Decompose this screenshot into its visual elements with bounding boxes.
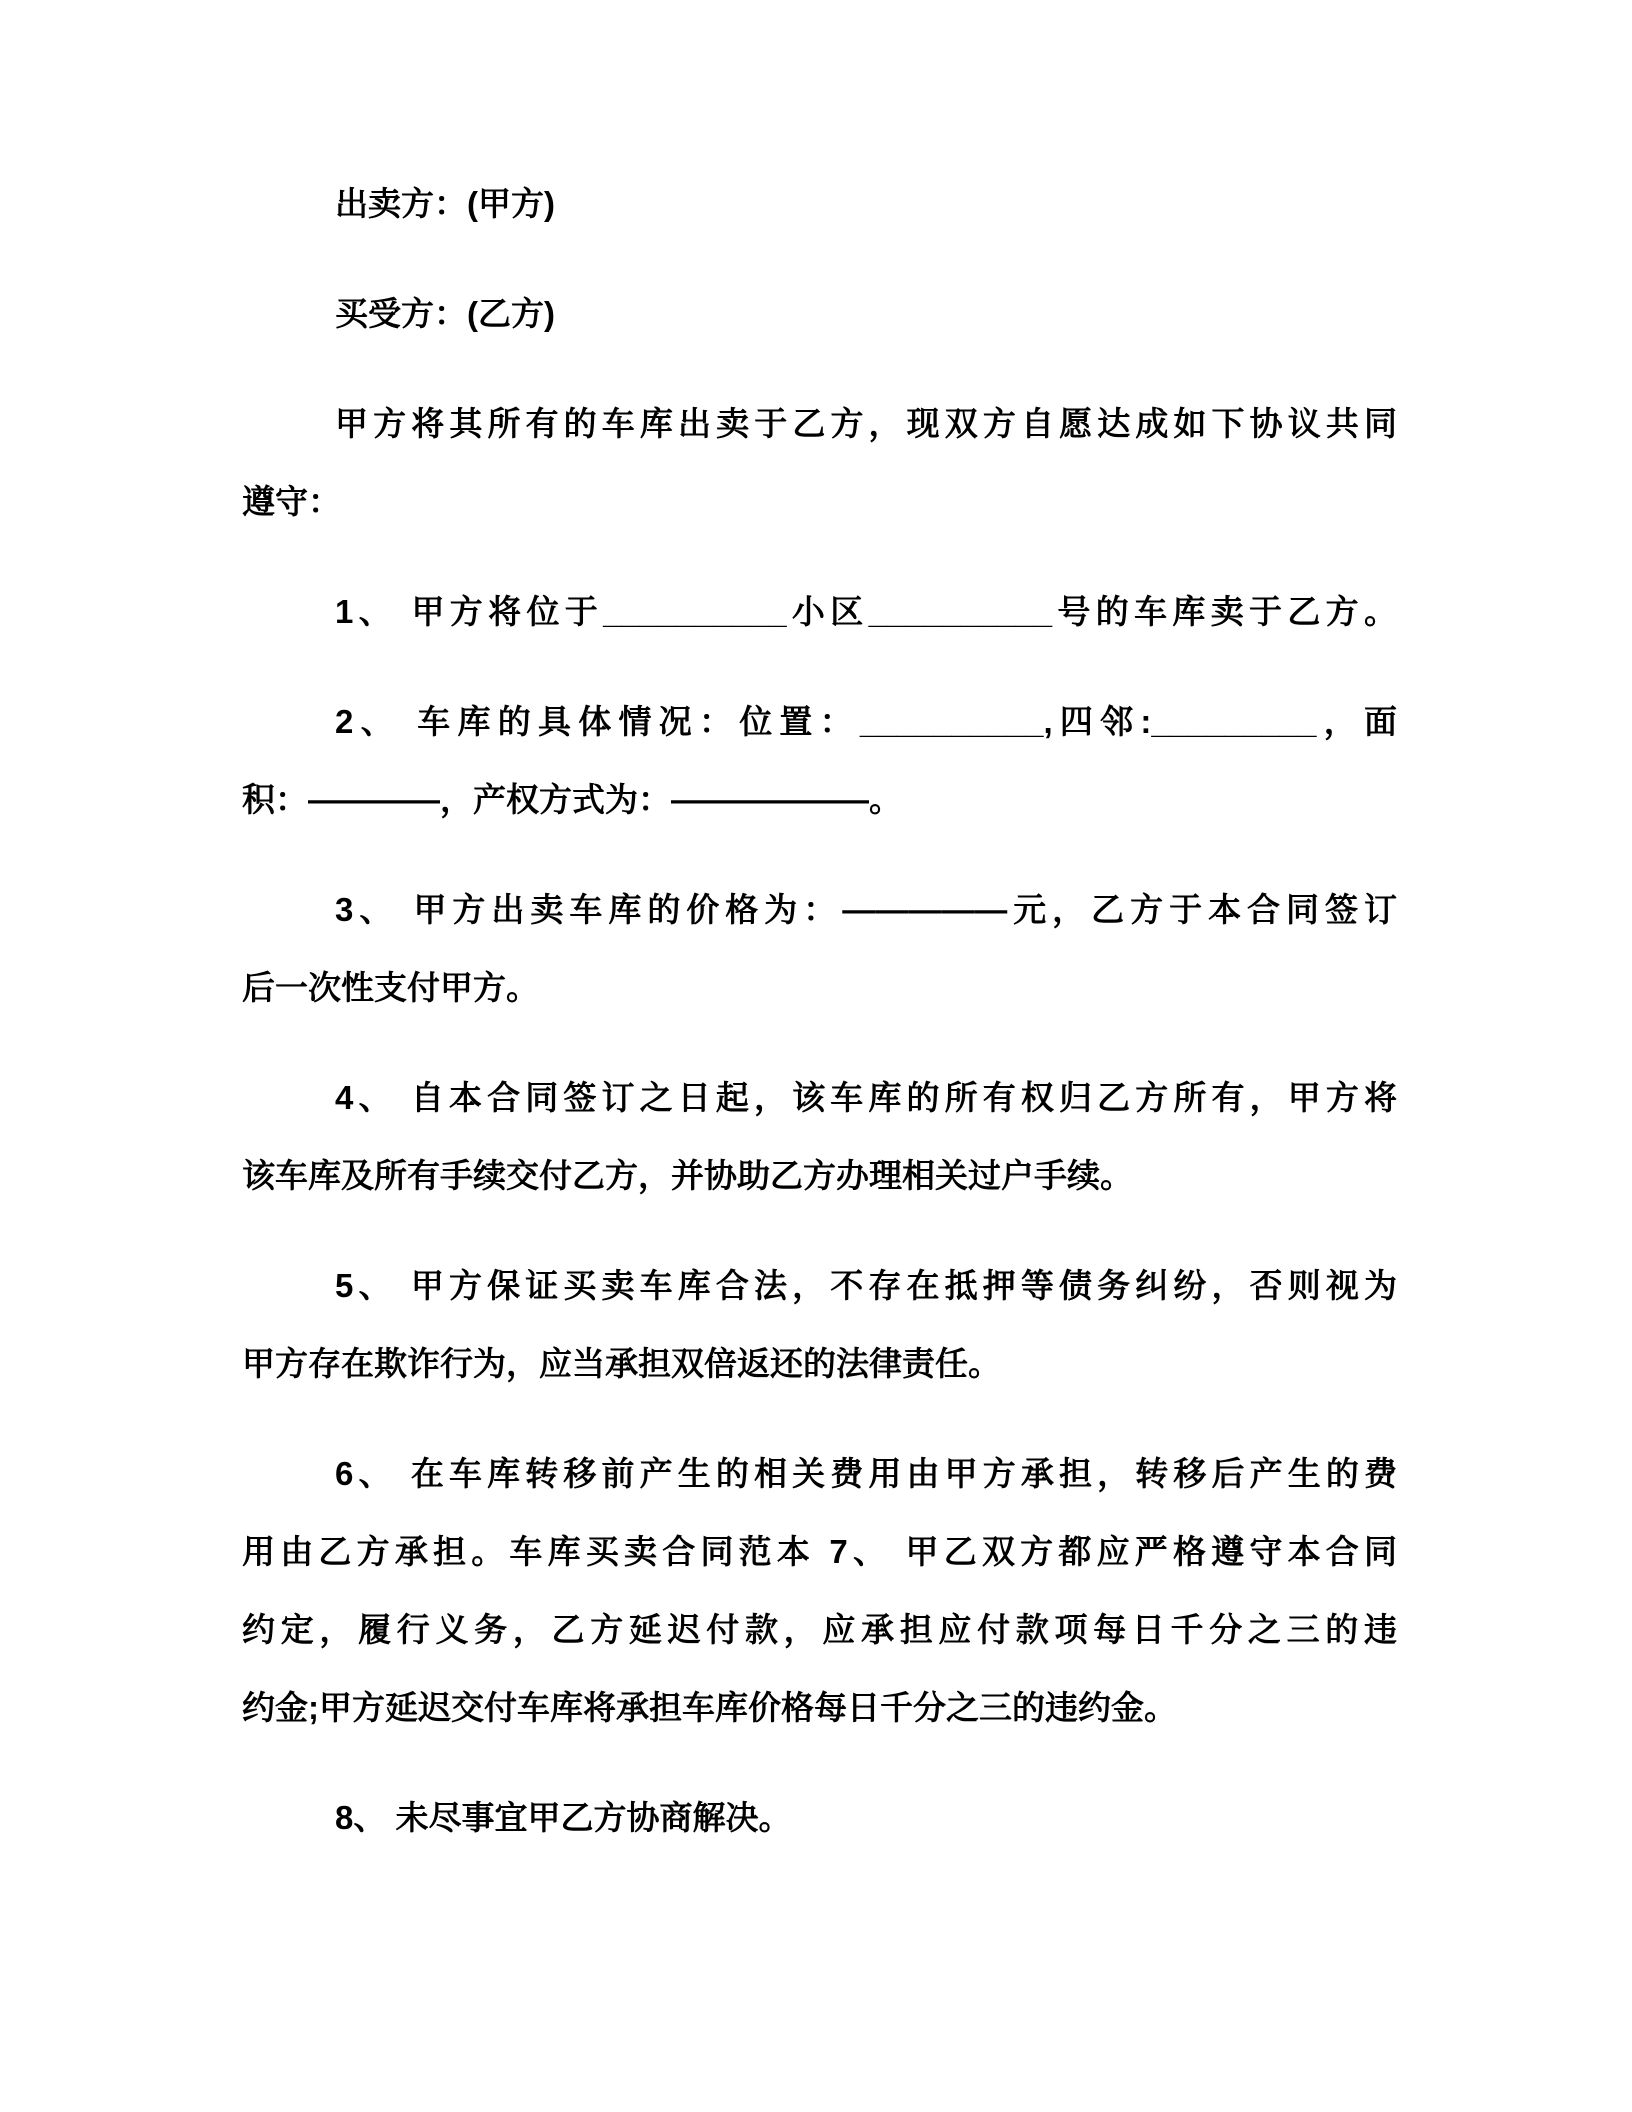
text-line: 6、 在车库转移前产生的相关费用由甲方承担，转移后产生的费 [335,1455,1397,1492]
text-line: 该车库及所有手续交付乙方，并协助乙方办理相关过户手续。 [242,1157,1133,1194]
text-line: 用由乙方承担。车库买卖合同范本 7、 甲乙双方都应严格遵守本合同 [242,1533,1397,1570]
text-line: 1、 甲方将位于__________小区__________号的车库卖于乙方。 [335,593,1397,630]
preamble [242,385,1397,541]
party-b-line [242,275,1397,353]
text-line: 买受方：(乙方) [335,295,555,332]
clause-5 [242,1247,1397,1403]
party-a-line [242,165,1397,243]
text-line: 约金;甲方延迟交付车库将承担车库价格每日千分之三的违约金。 [242,1689,1177,1726]
clause-3 [242,871,1397,1027]
text-line: 3、 甲方出卖车库的价格为：—————元，乙方于本合同签订 [335,891,1397,928]
text-line: 5、 甲方保证买卖车库合法，不存在抵押等债务纠纷，否则视为 [335,1267,1397,1304]
clause-1 [242,573,1397,651]
text-line: 甲方存在欺诈行为，应当承担双倍返还的法律责任。 [242,1345,1001,1382]
text-line: 4、 自本合同签订之日起，该车库的所有权归乙方所有，甲方将 [335,1079,1397,1116]
text-line: 出卖方：(甲方) [335,185,555,222]
text-line: 约定，履行义务，乙方延迟付款，应承担应付款项每日千分之三的违 [242,1611,1397,1648]
clause-8 [242,1779,1397,1857]
clause-4 [242,1059,1397,1215]
text-line: 2、 车库的具体情况：位置：__________,四邻:_________，面 [335,703,1397,740]
text-line: 甲方将其所有的车库出卖于乙方，现双方自愿达成如下协议共同 [335,405,1397,442]
clause-2 [242,683,1397,839]
text-line: 8、 未尽事宜甲乙方协商解决。 [335,1799,792,1836]
contract-body [242,165,1397,1889]
text-line: 遵守： [242,483,341,520]
text-line: 积：————，产权方式为：——————。 [242,781,902,818]
text-line: 后一次性支付甲方。 [242,969,539,1006]
clause-6-7 [242,1435,1397,1747]
